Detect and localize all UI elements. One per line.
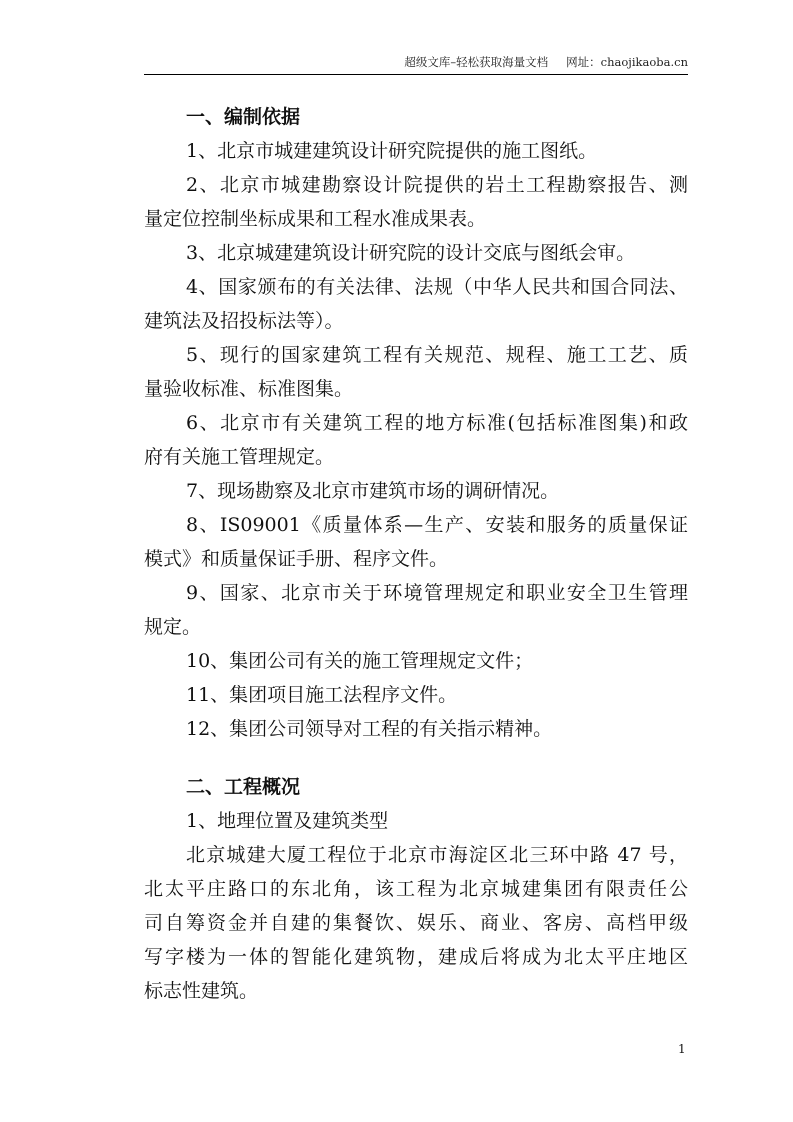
- text-line: 北京城建大厦工程位于北京市海淀区北三环中路 47 号，: [186, 844, 688, 866]
- list-item: [144, 406, 688, 474]
- sub-heading: 1、地理位置及建筑类型: [186, 810, 389, 832]
- text-line: 标志性建筑。: [144, 980, 259, 1002]
- list-item: [144, 134, 688, 168]
- text-line: 5、现行的国家建筑工程有关规范、规程、施工工艺、质: [186, 344, 688, 366]
- text-line: 1、北京市城建建筑设计研究院提供的施工图纸。: [186, 140, 598, 162]
- header-rule: [144, 74, 688, 75]
- text-line: 规定。: [144, 616, 202, 638]
- header-site: 网址：chaojikaoba.cn: [566, 55, 688, 69]
- overview-paragraph: [144, 838, 688, 1008]
- text-line: 9、国家、北京市关于环境管理规定和职业安全卫生管理: [186, 582, 688, 604]
- document-body: [144, 100, 688, 1008]
- text-line: 3、北京城建建筑设计研究院的设计交底与图纸会审。: [186, 242, 636, 264]
- text-line: 司自筹资金并自建的集餐饮、娱乐、商业、客房、高档甲级: [144, 912, 688, 934]
- list-item: [144, 338, 688, 406]
- text-line: 建筑法及招投标法等）。: [144, 310, 344, 332]
- section-heading: 二、工程概况: [186, 776, 301, 798]
- text-line: 6、北京市有关建筑工程的地方标准(包括标准图集)和政: [186, 412, 688, 434]
- list-item: [144, 270, 688, 338]
- text-line: 10、集团公司有关的施工管理规定文件；: [186, 650, 534, 672]
- basis-list: [144, 134, 688, 746]
- page-number: 1: [678, 1042, 686, 1056]
- text-line: 7、现场勘察及北京市建筑市场的调研情况。: [186, 480, 560, 502]
- text-line: 量定位控制坐标成果和工程水准成果表。: [144, 208, 487, 230]
- text-line: 北太平庄路口的东北角，该工程为北京城建集团有限责任公: [144, 878, 688, 900]
- page-header: [144, 54, 688, 74]
- list-item: [144, 576, 688, 644]
- list-item: [144, 236, 688, 270]
- text-line: 12、集团公司领导对工程的有关指示精神。: [186, 718, 553, 740]
- list-item: [144, 644, 688, 678]
- text-line: 府有关施工管理规定。: [144, 446, 335, 468]
- list-item: [144, 712, 688, 746]
- list-item: [144, 508, 688, 576]
- text-line: 2、北京市城建勘察设计院提供的岩土工程勘察报告、测: [186, 174, 688, 196]
- text-line: 8、IS09001《质量体系—生产、安装和服务的质量保证: [186, 514, 688, 536]
- text-line: 模式》和质量保证手册、程序文件。: [144, 548, 449, 570]
- text-line: 写字楼为一体的智能化建筑物，建成后将成为北太平庄地区: [144, 946, 688, 968]
- header-title: 超级文库–轻松获取海量文档: [404, 55, 549, 69]
- section-heading: 一、编制依据: [186, 106, 301, 128]
- list-item: [144, 168, 688, 236]
- text-line: 4、国家颁布的有关法律、法规（中华人民共和国合同法、: [186, 276, 688, 298]
- text-line: 量验收标准、标准图集。: [144, 378, 354, 400]
- list-item: [144, 474, 688, 508]
- text-line: 11、集团项目施工法程序文件。: [186, 684, 458, 706]
- list-item: [144, 678, 688, 712]
